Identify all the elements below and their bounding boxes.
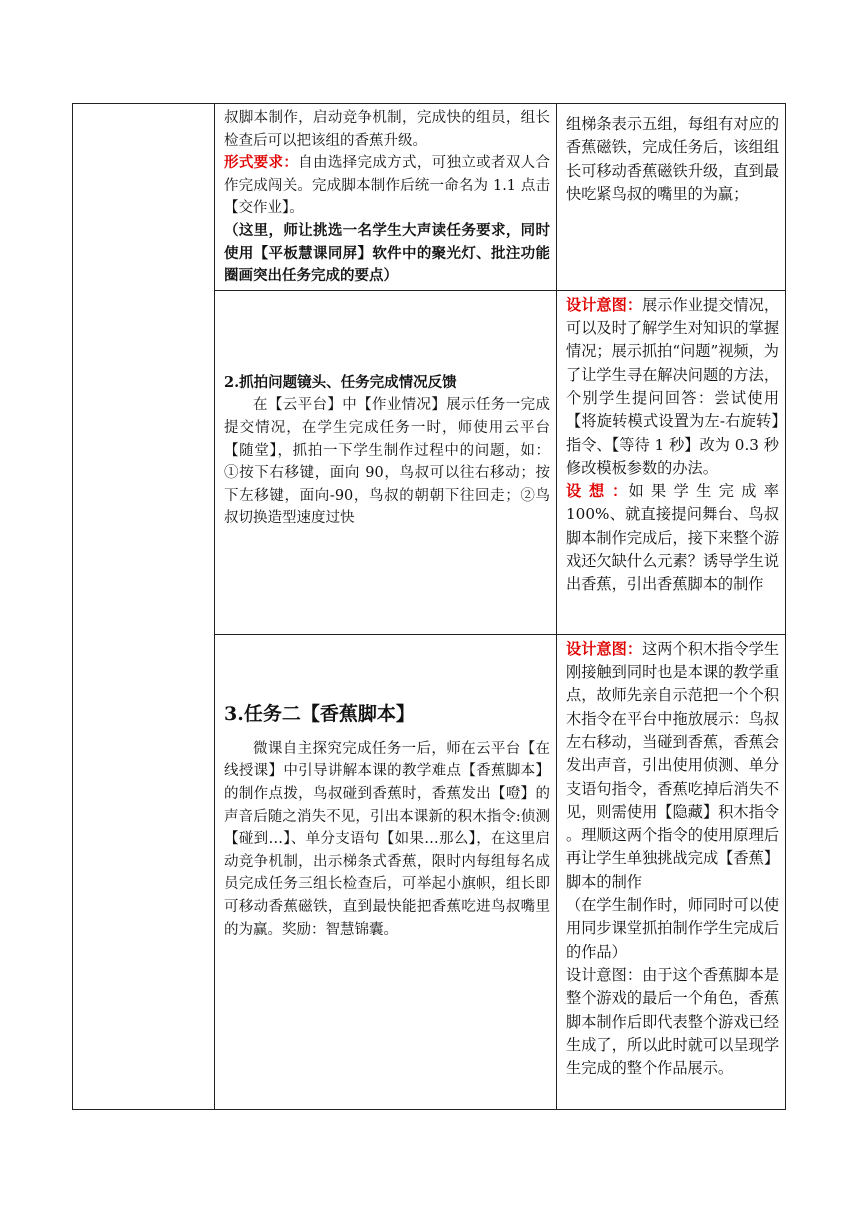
teacher-note: （在学生制作时，师同时可以使用同步课堂抓拍制作学生完成后的作品） <box>566 896 779 961</box>
table-row <box>73 104 786 291</box>
process-cell <box>215 634 557 1109</box>
form-label: 形式要求： <box>224 154 299 172</box>
design-label: 设计意图： <box>566 639 643 658</box>
intent-cell <box>557 290 786 634</box>
design-paragraph: 设计意图：由于这个香蕉脚本是整个游戏的最后一个角色，香蕉脚本制作后即代表整个游戏已经生成了，所以此时就可以呈现学生完成的整个作品展示。 <box>566 965 779 1078</box>
design-text: 展示作业提交情况，可以及时了解学生对知识的掌握情况；展示抓拍“问题”视频，为了让学生寻在解决问题的方法，个别学生提问回答：尝试使用【将旋转模式设置为左-右旋转】指令、【等待 1 秒】改为 0.3 秒修改模板参数的办法。 <box>566 295 780 477</box>
idea-text: 如 果 学 生 完 成 率100%、就直接提问舞台、鸟叔脚本制作完成后，接下来整个游戏还欠缺什么元素？诱导学生说出香蕉，引出香蕉脚本的制作 <box>566 482 779 594</box>
text-paragraph: 叔脚本制作，启动竞争机制，完成快的组员，组长检查后可以把该组的香蕉升级。 <box>224 110 550 149</box>
form-requirement <box>224 152 550 220</box>
process-cell <box>215 290 557 634</box>
idea-label: 设 想 ： <box>566 482 629 501</box>
teacher-note: （这里，师让挑选一名学生大声读任务要求，同时使用【平板慧课同屏】软件中的聚光灯、批注功能圈画突出任务完成的要点） <box>224 221 550 285</box>
process-cell <box>215 104 557 291</box>
section-heading: 2.抓拍问题镜头、任务完成情况反馈 <box>224 373 457 391</box>
intent-cell <box>557 104 786 291</box>
text-paragraph: 组梯条表示五组，每组有对应的香蕉磁铁，完成任务后，该组组长可移动香蕉磁铁升级，直到最快吃紧鸟叔的嘴里的为赢； <box>566 115 779 203</box>
spacer <box>224 294 550 372</box>
text-paragraph: 在【云平台】中【作业情况】展示任务一完成提交情况，在学生完成任务一时，师使用云平台【随堂】，抓拍一下学生制作过程中的问题，如：①按下右移键，面向 90，鸟叔可以往右移动；按下左移键，面向-90，鸟叔的朝朝下往回走；②鸟叔切换造型速度过快 <box>224 397 550 527</box>
design-text: 这两个积木指令学生刚接触到同时也是本课的教学重点，故师先亲自示范把一个个积木指令在平台中拖放展示：鸟叔左右移动，当碰到香蕉，香蕉会发出声音，引出使用侦测、单分支语句指令，香蕉吃掉后消失不见，则需使用【隐藏】积木指令 。理顺这两个指令的使用原理后再让学生单独挑战完成【香蕉】脚本的制作 <box>566 639 780 891</box>
lesson-plan-table <box>72 103 786 1110</box>
form-text: 自由选择完成方式，可独立或者双人合作完成闯关。完成脚本制作后统一命名为 1.1 点击 【交作业】。 <box>224 155 551 217</box>
design-intent <box>566 638 779 894</box>
section-heading: 3.任务二【香蕉脚本】 <box>224 702 415 725</box>
spacer <box>224 638 550 700</box>
text-paragraph: 微课自主探究完成任务一后，师在云平台【在线授课】中引导讲解本课的教学难点【香蕉脚本】的制作点拨，鸟叔碰到香蕉时，香蕉发出【噔】的声音后随之消失不见，引出本课新的积木指令:侦测【碰到…】、单分支语句【如果…那么】，在这里启动竞争机制，出示梯条式香蕉，限时内每组每名成员完成任务三组长检查后，可举起小旗帜，组长即可移动香蕉磁铁，直到最快能把香蕉吃进鸟叔嘴里的为赢。奖励：智慧锦囊。 <box>224 740 550 938</box>
design-label: 设计意图： <box>566 295 643 314</box>
left-column-cell <box>73 104 215 1110</box>
idea-paragraph <box>566 480 779 596</box>
design-intent <box>566 294 779 480</box>
intent-cell <box>557 634 786 1109</box>
